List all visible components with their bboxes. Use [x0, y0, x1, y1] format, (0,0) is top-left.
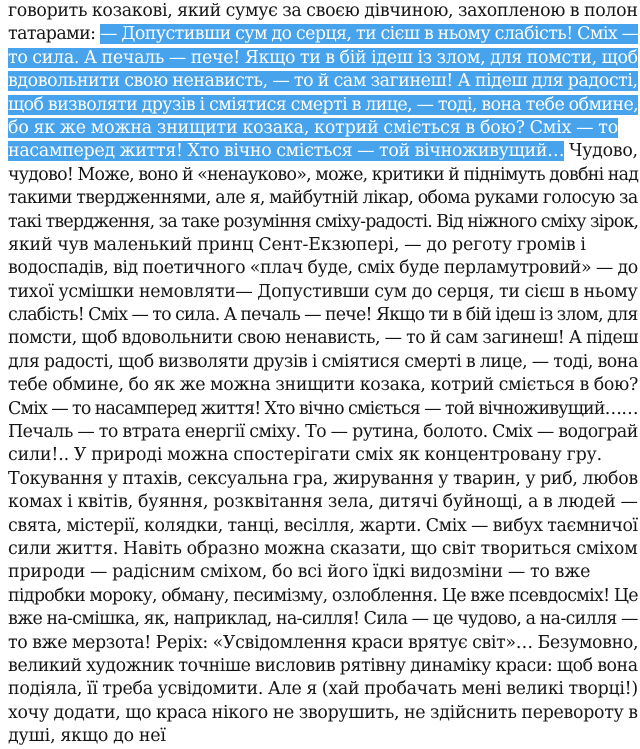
- text-line: сили життя. Навіть образно можна сказати, що світ твориться сміхом: [8, 538, 638, 559]
- text-line: [8, 117, 638, 140]
- text-line: душі, якщо до неї: [8, 726, 166, 747]
- selected-text[interactable]: бо як же можна знищити козака, котрий сміється в бою? Сміх — то: [8, 117, 619, 138]
- text-run: Чудово,: [564, 141, 638, 162]
- selected-text[interactable]: то сила. А печаль — пече! Якщо ти в бій ідеш із злом, для помсти, щоб: [8, 47, 638, 68]
- text-line: такі твердження, за таке розуміння сміху-радості. Від ніжного сміху зірок,: [8, 211, 639, 232]
- text-line: чудово! Може, воно й «ненауково», може, критики й піднімуть довбні над: [8, 164, 639, 185]
- text-line: [8, 94, 638, 117]
- text-line: подіяла, її треба усвідомити. Але я (хай пробачать мені великі творці!): [8, 679, 638, 700]
- selected-text[interactable]: щоб визволяти друзів і сміятися смерті в лице, — тоді, вона тебе обмине,: [8, 94, 639, 115]
- text-line: говорить козакові, який сумує за своєю дівчиною, захопленою в полон: [8, 1, 638, 21]
- selected-text[interactable]: вдовольнити свою ненависть, — то й сам загинеш! А підеш для радості,: [8, 71, 638, 92]
- text-line: помсти, щоб вдовольнити свою ненависть, — то й сам загинеш! А підеш: [8, 328, 639, 349]
- text-line: вже на-смішка, як, наприклад, на-силля! Сила — це чудово, а на-силля —: [8, 609, 638, 630]
- text-line: водоспадів, від поетичного «плач буде, сміх буде перламутровий» — до: [8, 258, 638, 279]
- text-line: який чув маленький принц Сент-Екзюпері, — до реготу громів і: [8, 234, 586, 255]
- text-line: комах і квітів, буяння, розквітання зела, дитячі буйнощі, а в людей —: [8, 492, 638, 513]
- text-run: татарами:: [8, 24, 100, 45]
- text-line: тебе обмине, бо як же можна знищити козака, котрий сміється в бою?: [8, 375, 639, 396]
- text-line: [8, 140, 638, 163]
- text-line: [8, 70, 638, 93]
- text-line: свята, містерії, колядки, танці, весілля, жарти. Сміх — вибух таємничої: [8, 515, 638, 536]
- text-line: слабість! Сміх — то сила. А печаль — пече! Якщо ти в бій ідеш із злом, для: [8, 305, 638, 326]
- text-line: то вже мерзота! Реріх: «Усвідомлення краси врятує світ»… Безумовно,: [8, 632, 639, 653]
- text-line: [8, 47, 638, 70]
- text-line: підробки мороку, обману, песимізму, озлоблення. Це вже псевдосміх! Це: [8, 585, 638, 606]
- text-line: сили!.. У природі можна спостерігати сміх як концентровану гру.: [8, 445, 603, 466]
- text-line: [8, 23, 638, 46]
- selected-text[interactable]: насамперед життя! Хто вічно сміється — той вічноживущий…: [8, 141, 565, 162]
- text-line: хочу додати, що краса нікого не зворушить, не здійснить перевороту в: [8, 702, 638, 723]
- selected-text[interactable]: — Допустивши сум до серця, ти сієш в ньому слабість! Сміх —: [99, 24, 639, 45]
- text-line: Токування у птахів, сексуальна гра, жирування у тварин, у риб, любов: [8, 468, 638, 489]
- text-line: такими твердженнями, але я, майбутній лікар, обома руками голосую за: [8, 188, 638, 209]
- text-line: природи — радісним сміхом, бо всі його їдкі видозміни — то вже: [8, 562, 591, 583]
- text-line: Печаль — то втрата енергії сміху. То — рутина, болото. Сміх — водограй: [8, 422, 638, 443]
- document-page: [8, 0, 638, 749]
- text-line: великий художник точніше висловив рятівну динаміку краси: щоб вона: [8, 655, 638, 676]
- text-line: тихої усмішки немовляти— Допустивши сум до серця, ти сієш в ньому: [8, 281, 638, 302]
- text-line: Сміх — то насамперед життя! Хто вічно сміється — той вічноживущий……: [8, 398, 638, 419]
- text-line: для радості, щоб визволяти друзів і сміятися смерті в лице, — тоді, вона: [8, 351, 638, 372]
